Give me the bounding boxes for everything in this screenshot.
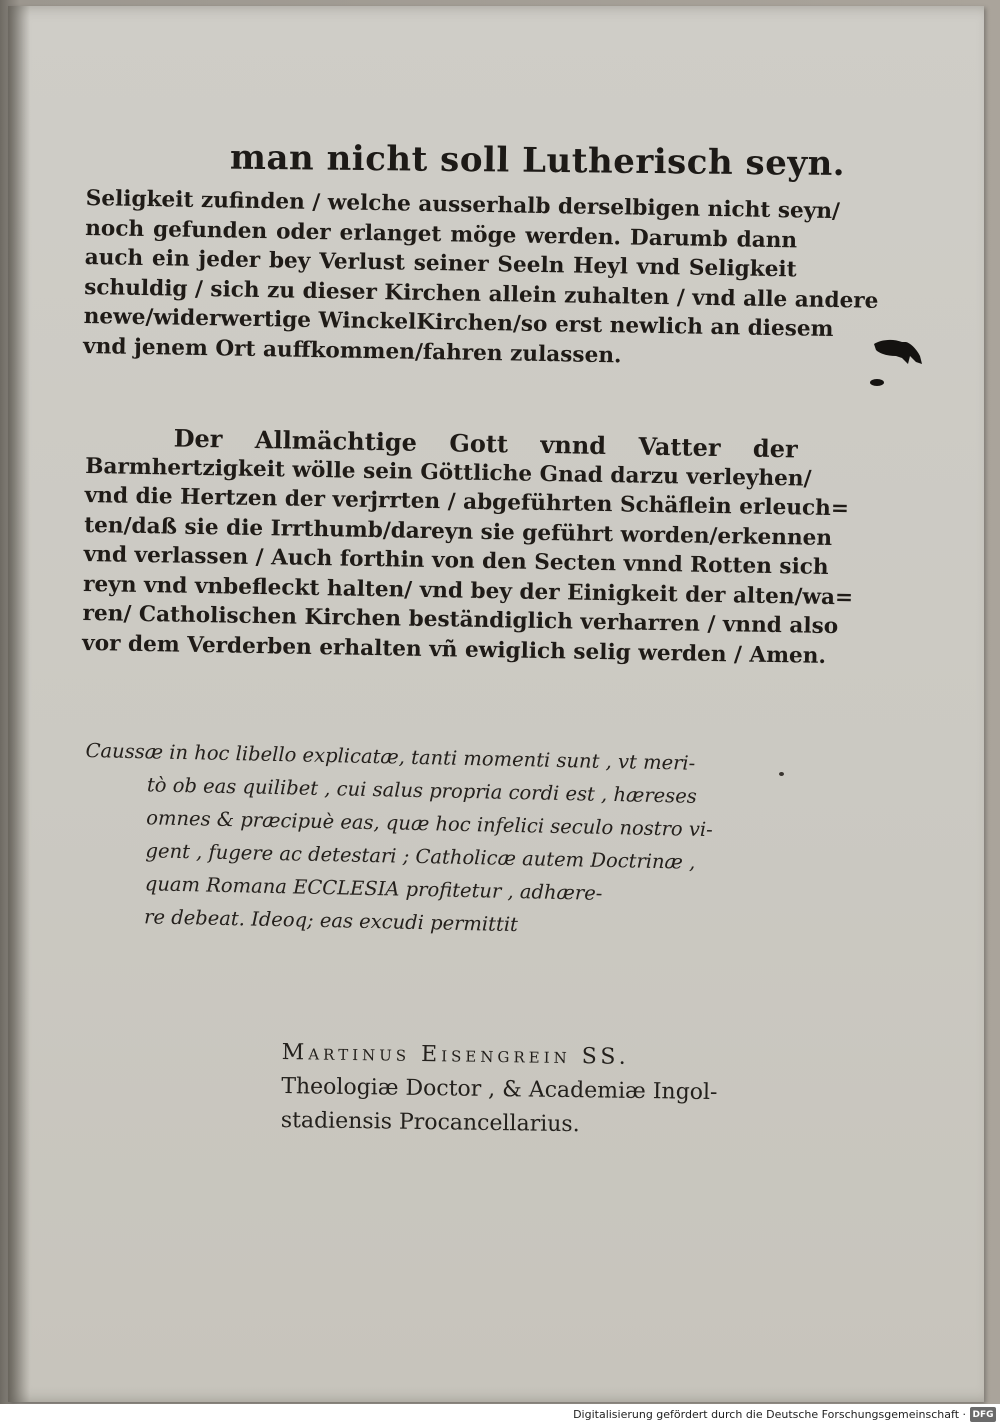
text-line: Seligkeit zufinden / welche ausserhalb derselbigen nicht seyn/ (85, 185, 841, 225)
paragraph-1 (82, 184, 879, 373)
signatory-title: stadiensis Procancellarius. (280, 1107, 580, 1138)
ink-dot (870, 379, 884, 386)
text-line: schuldig / sich zu dieser Kirchen allein zuhalten / vnd alle andere (83, 274, 879, 314)
ink-dot (779, 772, 784, 776)
text-line: newe/widerwertige WinckelKirchen/so erst newlich an diesem (83, 303, 834, 343)
text-line: Caussæ in hoc libello explicatæ, tanti momenti sunt , vt meri- (85, 738, 696, 775)
signatory-name: Martinus Eisengrein SS. (281, 1039, 630, 1070)
text-line: re debeat. Ideoq; eas excudi permittit (143, 905, 519, 937)
text-line: reyn vnd vnbefleckt halten/ vnd bey der Einigkeit der alten/wa= (82, 571, 854, 610)
text-line: vnd jenem Ort auffkommen/fahren zulassen. (82, 333, 622, 368)
text-line: ren/ Catholischen Kirchen beständiglich verharren / vnnd also (82, 600, 839, 640)
text-line: vnd die Hertzen der verjrrten / abgeführten Schäflein erleuch= (84, 482, 850, 522)
text-line: Barmhertzigkeit wölle sein Göttliche Gnad darzu verleyhen/ (85, 453, 812, 492)
running-head: man nicht soll Lutherisch seyn. (229, 137, 846, 185)
dfg-logo: DFG (970, 1407, 996, 1422)
paragraph-2 (81, 422, 854, 670)
text-line: gent , fugere ac detestari ; Catholicæ autem Doctrinæ , (145, 839, 696, 874)
page-gutter-shadow (8, 6, 30, 1402)
text-line: quam Romana ECCLESIA profitetur , adhære- (144, 872, 603, 905)
text-line: noch gefunden oder erlanget möge werden. Darumb dann (85, 215, 798, 253)
ink-mark-icon (870, 334, 926, 374)
text-line: ten/daß sie die Irrthumb/dareyn sie geführt worden/erkennen (83, 512, 833, 551)
text-line: vnd verlassen / Auch forthin von den Secten vnnd Rotten sich (83, 541, 829, 580)
signature-block (281, 1036, 782, 1145)
text-line: auch ein jeder bey Verlust seiner Seeln Heyl vnd Seligkeit (84, 244, 797, 283)
signatory-title: Theologiæ Doctor , & Academiæ Ingol- (281, 1073, 718, 1106)
text-line: omnes & præcipuè eas, quæ hoc infelici seculo nostro vi- (146, 806, 713, 842)
text-line: tò ob eas quilibet , cui salus propria cordi est , hæreses (146, 773, 697, 808)
latin-approbation (82, 734, 726, 945)
funding-credit: Digitalisierung gefördert durch die Deutsche Forschungsgemeinschaft · (573, 1408, 966, 1421)
text-line: vor dem Verderben erhalten vñ ewiglich selig werden / Amen. (81, 630, 827, 669)
text-line: Der Allmächtige Gott vnnd Vatter der (173, 423, 798, 464)
